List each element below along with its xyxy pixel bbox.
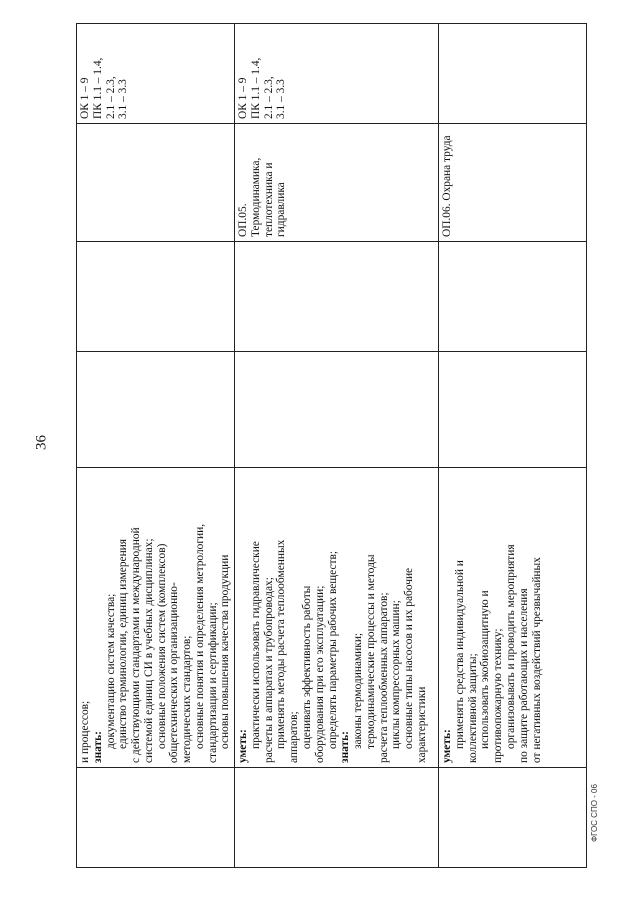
text-line: практически использовать гидравлические [249, 541, 262, 749]
competency-code: ОК 1 – 9 [237, 77, 250, 119]
text-line: организовывать и проводить мероприятия [505, 544, 518, 749]
skills-knowledge-cell [235, 468, 439, 768]
rotated-table-sheet [76, 24, 546, 868]
text-line: знать: [91, 731, 104, 763]
text-line: стандартизации и сертификации; [206, 602, 219, 763]
table-cell-empty [235, 352, 439, 468]
table-cell-empty [439, 242, 587, 352]
text-line: знать: [339, 731, 352, 763]
text-line: расчета теплообменных аппаратов; [377, 592, 390, 763]
text-line: характеристики [415, 686, 428, 763]
text-line: применять методы расчета теплообменных [275, 539, 288, 749]
footer-stamp: ФГОС СПО - 06 [590, 784, 599, 842]
competencies-cell [439, 24, 587, 124]
text-line: противопожарную технику; [492, 628, 505, 763]
text-line: и процессов; [79, 700, 91, 763]
discipline-cell: ОП.06. Охрана труда [439, 124, 587, 242]
competency-code: ОК 1 – 9 [79, 77, 91, 119]
competency-code: 3.1 – 3.3 [275, 79, 288, 119]
text-line: использовать экобиозащитную и [479, 590, 492, 749]
text-line: по защите работающих и населения [517, 588, 530, 763]
table-cell-empty [77, 768, 235, 868]
competency-code: 2.1 – 2.3, [104, 76, 117, 119]
competency-table [76, 23, 587, 868]
competencies-cell [235, 24, 439, 124]
text-line: оборудования при его эксплуатации; [313, 585, 326, 763]
text-line: оценивать эффективность работы [301, 585, 314, 749]
text-line: основные типы насосов и их рабочие [403, 567, 416, 749]
table-cell-empty [235, 768, 439, 868]
skills-knowledge-cell [77, 468, 235, 768]
table-cell-empty [235, 242, 439, 352]
table-row [77, 24, 235, 868]
table-cell-empty [439, 352, 587, 468]
table-cell-empty [77, 242, 235, 352]
text-line: применять средства индивидуальной и [453, 560, 466, 749]
text-line: определять параметры рабочих веществ; [326, 550, 339, 749]
table-row [235, 24, 439, 868]
table-row [439, 24, 587, 868]
text-line: аппаратов; [288, 711, 301, 763]
text-line: термодинамические процессы и методы [364, 554, 377, 749]
text-line: уметь: [441, 729, 454, 763]
text-line: основные понятия и определения метрологии, [193, 523, 206, 749]
text-line: системой единиц СИ в учебных дисциплинах; [142, 538, 155, 763]
competency-code: ПК 1.1 – 1.4, [91, 57, 104, 119]
page-number: 36 [33, 435, 50, 450]
competency-code: ПК 1.1 – 1.4, [249, 57, 262, 119]
text-line: уметь: [237, 729, 250, 763]
table-cell-empty [77, 352, 235, 468]
text-line: с действующими стандартами и международной [130, 527, 143, 763]
text-line: методических стандартов; [181, 635, 194, 763]
competencies-cell [77, 24, 235, 124]
text-line: расчеты в аппаратах и трубопроводах; [262, 577, 275, 763]
text-line: общетехнических и организационно- [168, 582, 181, 763]
text-line: основы повышения качества продукции [219, 554, 232, 749]
table-cell-empty [439, 768, 587, 868]
skills-knowledge-cell [439, 468, 587, 768]
text-line: коллективной защиты; [466, 653, 479, 763]
text-line: циклы компрессорных машин; [390, 600, 403, 749]
competency-code: 3.1 – 3.3 [117, 79, 130, 119]
text-line: документацию систем качества; [104, 593, 117, 749]
text-line: единство терминологии, единиц измерения [117, 538, 130, 749]
competency-code: 2.1 – 2.3, [262, 76, 275, 119]
text-line: от негативных воздействий чрезвычайных [530, 557, 543, 763]
discipline-cell: ОП.05. Термодинамика, теплотехника и гидравлика [235, 124, 439, 242]
text-line: законы термодинамики; [352, 632, 365, 749]
text-line: основные положения систем (комплексов) [155, 543, 168, 749]
discipline-cell [77, 124, 235, 242]
